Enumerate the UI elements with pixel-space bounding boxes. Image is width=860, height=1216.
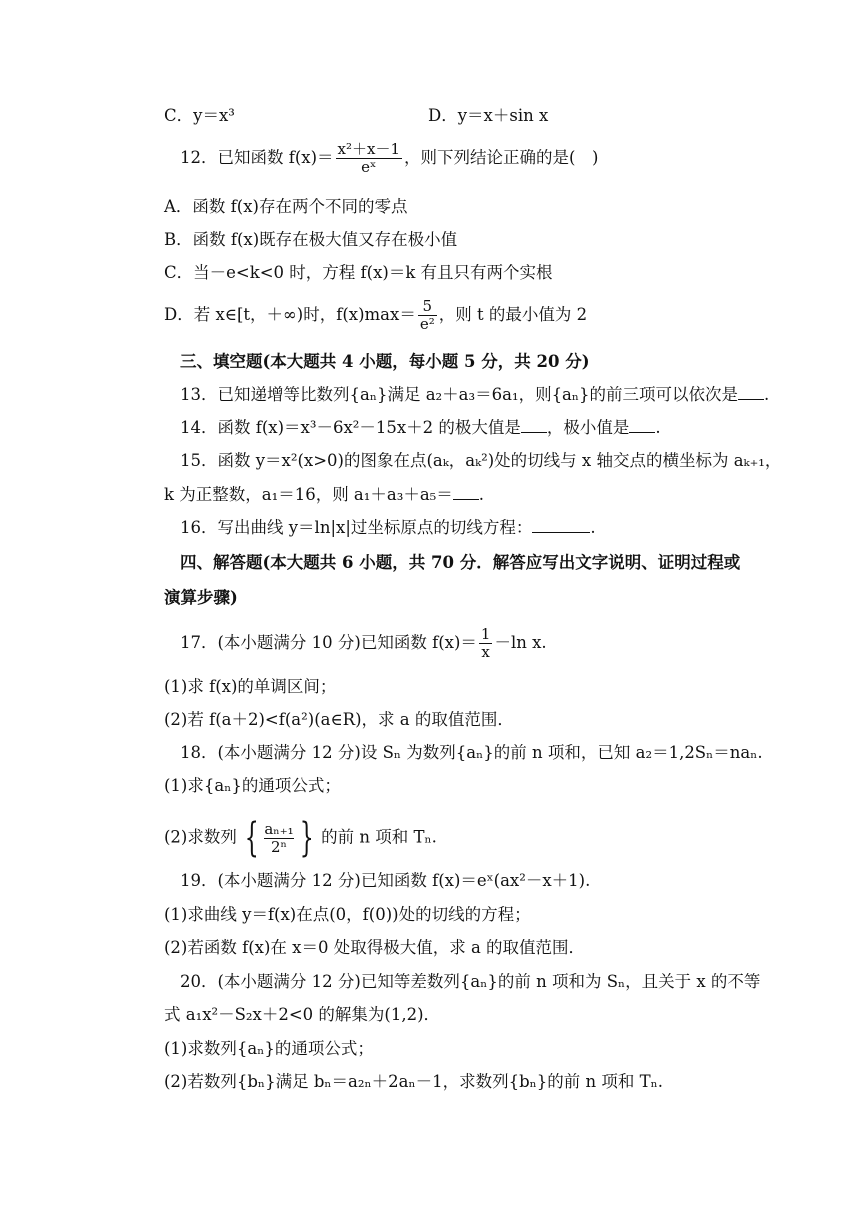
q11-option-c: C．y＝x³ (164, 106, 235, 125)
q13-answer-blank[interactable] (738, 385, 764, 400)
q17-part-1: (1)求 f(x)的单调区间； (164, 677, 337, 696)
q18-part-2-text: (2)求数列 (164, 827, 237, 847)
q15-line-2 (164, 484, 484, 506)
left-brace-glyph: { (244, 815, 259, 861)
q12-stem (180, 141, 598, 176)
q13-text: 13．已知递增等比数列{aₙ}满足 a₂＋a₃＝6a₁，则{aₙ}的前三项可以依次是 (180, 385, 739, 404)
q17-fraction (479, 626, 493, 661)
q12-fraction-denominator: eˣ (361, 158, 377, 176)
q20-part-1: (1)求数列{aₙ}的通项公式； (164, 1039, 374, 1058)
q17-stem (180, 626, 547, 661)
q16 (180, 517, 596, 539)
q15-text: k 为正整数，a₁＝16，则 a₁＋a₃＋a₅＝ (164, 485, 453, 504)
q13 (180, 384, 769, 406)
q17-text: 17．(本小题满分 10 分)已知函数 f(x)＝ (180, 633, 477, 652)
q15-tail: . (478, 485, 485, 504)
q16-answer-blank[interactable] (532, 518, 590, 533)
q18-part-1: (1)求{aₙ}的通项公式； (164, 776, 341, 795)
q12-option-b: B．函数 f(x)既存在极大值又存在极小值 (164, 230, 458, 249)
q16-text: 16．写出曲线 y＝ln|x|过坐标原点的切线方程： (180, 518, 533, 537)
q18-sequence-numerator: aₙ₊₁ (264, 819, 294, 838)
q12-option-d-tail: ，则 t 的最小值为 2 (438, 305, 588, 324)
q15-line-1: 15．函数 y＝x²(x>0)的图象在点(aₖ，aₖ²)处的切线与 x 轴交点的横坐标为 aₖ₊₁， (180, 451, 782, 470)
q16-tail: . (590, 518, 596, 537)
q17-denominator: x (481, 643, 490, 661)
q19-part-2: (2)若函数 f(x)在 x＝0 处取得极大值，求 a 的取值范围． (164, 938, 586, 957)
q14-tail: . (655, 418, 661, 437)
q17-numerator: 1 (480, 625, 491, 643)
section-fill-in-title: 三、填空题(本大题共 4 小题，每小题 5 分，共 20 分) (180, 352, 590, 371)
q18-stem: 18．(本小题满分 12 分)设 Sₙ 为数列{aₙ}的前 n 项和，已知 a₂＝1,2Sₙ＝naₙ. (180, 743, 763, 762)
q17-tail: －ln x. (494, 633, 547, 652)
q17-part-2: (2)若 f(a＋2)<f(a²)(a∈R)，求 a 的取值范围． (164, 710, 514, 729)
q13-tail: . (764, 385, 770, 404)
q12-option-d-denominator: e² (419, 315, 435, 333)
q12-option-d-fraction (418, 298, 437, 333)
section-solution-title: 四、解答题(本大题共 6 小题，共 70 分．解答应写出文字说明、证明过程或 (180, 553, 741, 572)
q20-part-2: (2)若数列{bₙ}满足 bₙ＝a₂ₙ＋2aₙ－1，求数列{bₙ}的前 n 项和 Tₙ. (164, 1072, 664, 1091)
q18-sequence-denominator: 2ⁿ (270, 837, 288, 856)
q14-min-blank[interactable] (629, 418, 655, 433)
right-brace-glyph: } (299, 815, 314, 861)
q14-mid-text: ，极小值是 (546, 418, 630, 437)
q18-part-2 (164, 815, 437, 861)
q14-max-blank[interactable] (521, 418, 547, 433)
q12-stem-text: 12．已知函数 f(x)＝ (180, 148, 334, 167)
q12-option-d-text: D．若 x∈[t，＋∞)时，f(x)max＝ (164, 305, 416, 324)
q20-stem-1: 20．(本小题满分 12 分)已知等差数列{aₙ}的前 n 项和为 Sₙ，且关于 x 的不等 (180, 972, 761, 991)
q15-answer-blank[interactable] (453, 485, 479, 500)
q20-stem-2: 式 a₁x²－S₂x＋2<0 的解集为(1,2)． (164, 1005, 441, 1024)
q19-part-1: (1)求曲线 y＝f(x)在点(0，f(0))处的切线的方程； (164, 905, 531, 924)
q12-option-d (164, 298, 587, 333)
q12-option-c: C．当－e<k<0 时，方程 f(x)＝k 有且只有两个实根 (164, 263, 553, 282)
section-solution-title-cont: 演算步骤) (164, 588, 238, 607)
q19-stem: 19．(本小题满分 12 分)已知函数 f(x)＝eˣ(ax²－x＋1). (180, 871, 591, 890)
q12-option-d-numerator: 5 (418, 298, 437, 316)
q12-stem-tail: ，则下列结论正确的是( ) (404, 148, 599, 167)
q12-fraction-numerator: x²＋x－1 (337, 140, 401, 158)
q14 (180, 417, 661, 439)
q14-text: 14．函数 f(x)＝x³－6x²－15x＋2 的极大值是 (180, 418, 521, 437)
q12-option-a: A．函数 f(x)存在两个不同的零点 (164, 197, 408, 216)
q11-option-d: D．y＝x＋sin x (428, 106, 549, 125)
q12-fraction (336, 141, 402, 176)
q18-sequence-fraction (239, 815, 319, 861)
q18-part-2-tail: 的前 n 项和 Tₙ. (321, 827, 437, 847)
